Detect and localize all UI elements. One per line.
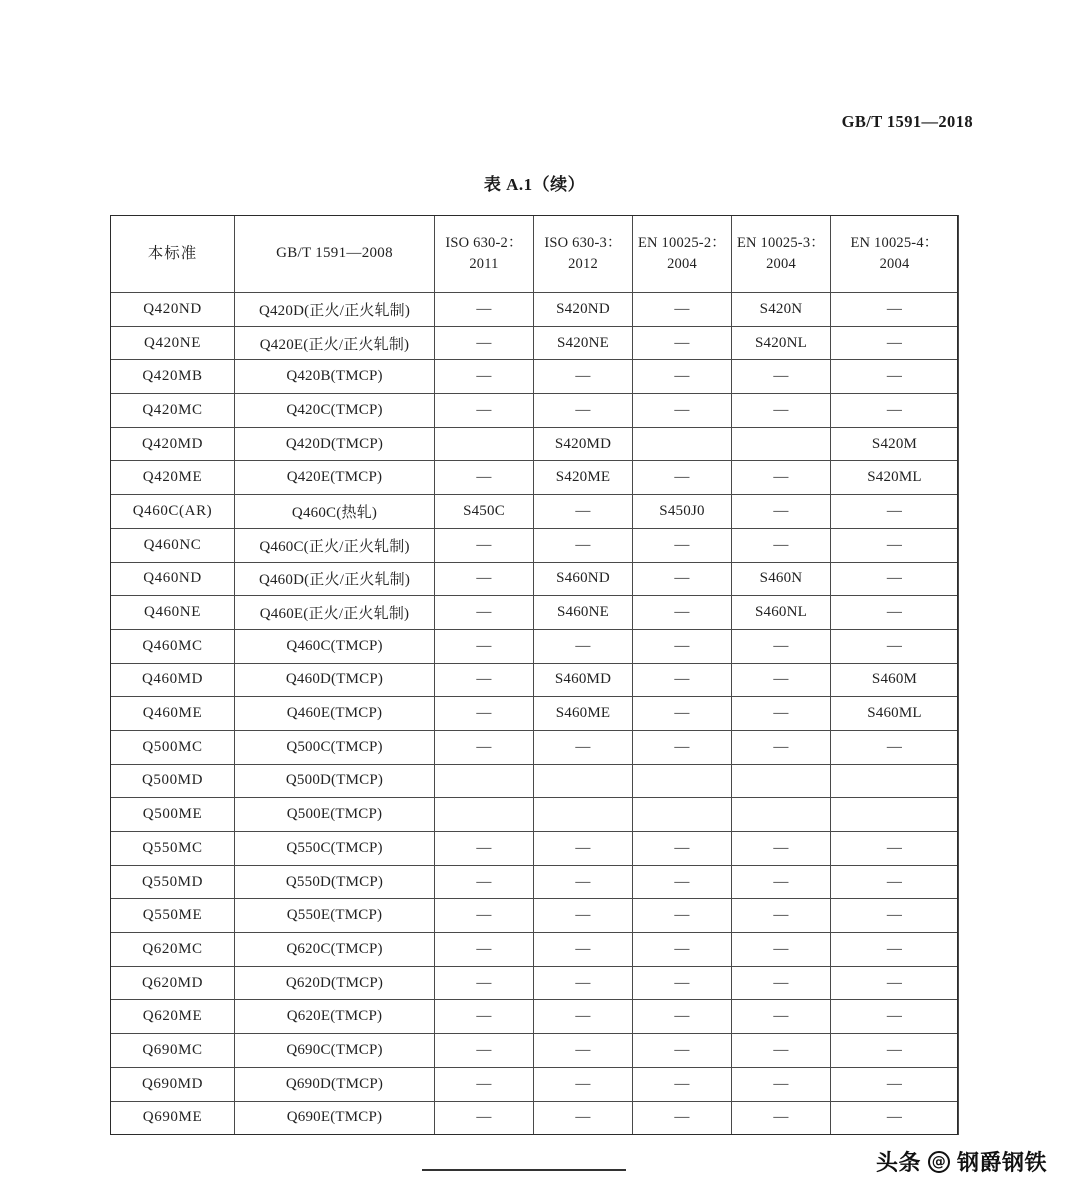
cell-equivalent-grade: — (534, 1067, 633, 1101)
cell-grade-new: Q420ME (111, 461, 235, 495)
cell-equivalent-grade: — (633, 730, 732, 764)
table-row (111, 562, 959, 596)
cell-equivalent-grade: — (831, 293, 959, 327)
cell-equivalent-grade: — (633, 1067, 732, 1101)
table-row (111, 528, 959, 562)
cell-equivalent-grade: S420M (831, 427, 959, 461)
cell-equivalent-grade: S450C (435, 495, 534, 529)
cell-grade-old: Q690E(TMCP) (235, 1101, 435, 1135)
cell-equivalent-grade (435, 798, 534, 832)
table-column-header-4 (633, 216, 732, 293)
cell-equivalent-grade: — (831, 1101, 959, 1135)
cell-grade-old: Q420C(TMCP) (235, 394, 435, 428)
cell-equivalent-grade: — (732, 899, 831, 933)
cell-equivalent-grade: S460N (732, 562, 831, 596)
cell-equivalent-grade: S460NE (534, 596, 633, 630)
cell-equivalent-grade: — (633, 394, 732, 428)
cell-grade-old: Q620D(TMCP) (235, 966, 435, 1000)
cell-equivalent-grade: S420ND (534, 293, 633, 327)
footer-divider-rule (422, 1169, 626, 1171)
table-row (111, 461, 959, 495)
cell-equivalent-grade: — (633, 865, 732, 899)
cell-grade-new: Q420MD (111, 427, 235, 461)
table-row (111, 1000, 959, 1034)
table-row (111, 596, 959, 630)
cell-grade-old: Q420E(TMCP) (235, 461, 435, 495)
cell-grade-old: Q460D(TMCP) (235, 663, 435, 697)
cell-equivalent-grade: — (435, 966, 534, 1000)
cell-equivalent-grade: — (633, 697, 732, 731)
cell-grade-new: Q420MC (111, 394, 235, 428)
cell-grade-new: Q690MD (111, 1067, 235, 1101)
cell-grade-new: Q460MC (111, 629, 235, 663)
cell-equivalent-grade: — (732, 730, 831, 764)
cell-grade-old: Q550C(TMCP) (235, 832, 435, 866)
cell-equivalent-grade: — (534, 899, 633, 933)
cell-equivalent-grade: — (633, 1034, 732, 1068)
watermark-brand: 头条 (875, 1151, 921, 1176)
cell-grade-new: Q550MD (111, 865, 235, 899)
column-header-line1: 本标准 (147, 244, 198, 262)
cell-equivalent-grade: — (831, 629, 959, 663)
column-header-line2: 2004 (766, 256, 796, 272)
table-header (111, 216, 959, 293)
cell-equivalent-grade: — (435, 865, 534, 899)
table-row (111, 495, 959, 529)
table-row (111, 663, 959, 697)
cell-equivalent-grade: — (633, 461, 732, 495)
cell-equivalent-grade: — (732, 1067, 831, 1101)
cell-equivalent-grade: — (633, 629, 732, 663)
table-row (111, 865, 959, 899)
cell-grade-old: Q460E(正火/正火轧制) (235, 596, 435, 630)
cell-grade-new: Q690MC (111, 1034, 235, 1068)
column-header-line2: 2011 (469, 256, 499, 272)
cell-grade-new: Q460C(AR) (111, 495, 235, 529)
cell-equivalent-grade: — (534, 1034, 633, 1068)
column-header-line1: EN 10025-2： (638, 234, 726, 251)
cell-equivalent-grade: — (831, 899, 959, 933)
cell-equivalent-grade: — (732, 495, 831, 529)
cell-equivalent-grade: — (435, 360, 534, 394)
cell-equivalent-grade (732, 427, 831, 461)
cell-equivalent-grade (831, 764, 959, 798)
cell-equivalent-grade: — (831, 1034, 959, 1068)
table-column-header-2 (435, 216, 534, 293)
cell-equivalent-grade: — (633, 832, 732, 866)
cell-grade-new: Q460NE (111, 596, 235, 630)
table-row (111, 966, 959, 1000)
cell-grade-new: Q620ME (111, 1000, 235, 1034)
column-header-line2: 2004 (879, 256, 910, 272)
cell-grade-new: Q460MD (111, 663, 235, 697)
cell-equivalent-grade: — (633, 528, 732, 562)
cell-equivalent-grade: — (633, 360, 732, 394)
table-column-header-3 (534, 216, 633, 293)
cell-equivalent-grade: S420MD (534, 427, 633, 461)
column-header-line1: ISO 630-2： (445, 234, 523, 251)
cell-equivalent-grade: — (633, 663, 732, 697)
cell-grade-old: Q550D(TMCP) (235, 865, 435, 899)
cell-equivalent-grade: — (732, 360, 831, 394)
cell-equivalent-grade: — (831, 495, 959, 529)
cell-equivalent-grade: — (831, 865, 959, 899)
cell-equivalent-grade: — (831, 933, 959, 967)
table-column-header-1 (235, 216, 435, 293)
cell-equivalent-grade: — (534, 1000, 633, 1034)
table-row (111, 798, 959, 832)
column-header-line2: 2004 (667, 256, 697, 272)
table-column-header-6 (831, 216, 959, 293)
cell-equivalent-grade: — (633, 1000, 732, 1034)
cell-grade-new: Q620MD (111, 966, 235, 1000)
cell-equivalent-grade: — (534, 360, 633, 394)
cell-equivalent-grade (732, 798, 831, 832)
cell-equivalent-grade: — (435, 562, 534, 596)
cell-equivalent-grade: S420ML (831, 461, 959, 495)
cell-equivalent-grade: — (732, 461, 831, 495)
cell-equivalent-grade (435, 764, 534, 798)
cell-equivalent-grade: — (435, 663, 534, 697)
running-header-standard-code: GB/T 1591—2018 (841, 112, 973, 131)
table-body (111, 293, 959, 1135)
cell-grade-new: Q420NE (111, 326, 235, 360)
cell-equivalent-grade: — (435, 629, 534, 663)
cell-equivalent-grade: — (732, 1101, 831, 1135)
cell-grade-old: Q420D(正火/正火轧制) (235, 293, 435, 327)
column-header-line1: ISO 630-3： (544, 234, 622, 251)
cell-equivalent-grade: S460NL (732, 596, 831, 630)
cell-equivalent-grade: S460MD (534, 663, 633, 697)
cell-equivalent-grade (534, 764, 633, 798)
cell-grade-old: Q460D(正火/正火轧制) (235, 562, 435, 596)
cell-equivalent-grade: — (633, 1101, 732, 1135)
table-caption: 表 A.1（续） (483, 175, 586, 194)
cell-equivalent-grade: — (435, 1067, 534, 1101)
cell-equivalent-grade: — (732, 966, 831, 1000)
table-row (111, 1034, 959, 1068)
cell-equivalent-grade: — (732, 528, 831, 562)
cell-equivalent-grade: — (633, 326, 732, 360)
cell-grade-new: Q550MC (111, 832, 235, 866)
cell-grade-old: Q420E(正火/正火轧制) (235, 326, 435, 360)
cell-grade-new: Q550ME (111, 899, 235, 933)
column-header-line1: GB/T 1591—2008 (276, 245, 393, 262)
cell-grade-old: Q550E(TMCP) (235, 899, 435, 933)
cell-grade-old: Q460E(TMCP) (235, 697, 435, 731)
cell-equivalent-grade: — (633, 899, 732, 933)
cell-equivalent-grade: — (831, 966, 959, 1000)
cell-equivalent-grade: — (831, 730, 959, 764)
table-row (111, 394, 959, 428)
cell-equivalent-grade: S420NL (732, 326, 831, 360)
cell-equivalent-grade: — (831, 562, 959, 596)
cell-equivalent-grade: — (732, 629, 831, 663)
table-row (111, 326, 959, 360)
cell-grade-new: Q460ND (111, 562, 235, 596)
table-header-row (111, 216, 959, 293)
table-column-header-0 (111, 216, 235, 293)
cell-grade-old: Q420B(TMCP) (235, 360, 435, 394)
cell-equivalent-grade: — (633, 933, 732, 967)
cell-grade-new: Q500MC (111, 730, 235, 764)
table-row (111, 293, 959, 327)
cell-equivalent-grade: — (831, 394, 959, 428)
cell-equivalent-grade: — (732, 832, 831, 866)
cell-grade-new: Q500ME (111, 798, 235, 832)
cell-grade-new: Q620MC (111, 933, 235, 967)
column-header-line2: 2012 (568, 256, 598, 272)
cell-equivalent-grade: — (831, 326, 959, 360)
cell-equivalent-grade: — (633, 596, 732, 630)
table-row (111, 360, 959, 394)
cell-equivalent-grade: — (435, 697, 534, 731)
cell-equivalent-grade: S420N (732, 293, 831, 327)
table-row (111, 764, 959, 798)
cell-equivalent-grade: — (534, 865, 633, 899)
cell-equivalent-grade: — (633, 966, 732, 1000)
cell-grade-new: Q460ME (111, 697, 235, 731)
cell-equivalent-grade: — (831, 1067, 959, 1101)
cell-equivalent-grade: — (534, 730, 633, 764)
cell-equivalent-grade: — (435, 596, 534, 630)
cell-equivalent-grade: — (732, 663, 831, 697)
watermark-account: 钢爵钢铁 (956, 1151, 1047, 1176)
cell-equivalent-grade: — (534, 528, 633, 562)
cell-equivalent-grade: — (435, 461, 534, 495)
table-row (111, 832, 959, 866)
cell-equivalent-grade: — (732, 865, 831, 899)
cell-equivalent-grade: S460ND (534, 562, 633, 596)
cell-grade-old: Q500E(TMCP) (235, 798, 435, 832)
table-row (111, 899, 959, 933)
cell-equivalent-grade: S460M (831, 663, 959, 697)
cell-equivalent-grade: S420ME (534, 461, 633, 495)
table-row (111, 427, 959, 461)
cell-equivalent-grade: — (732, 1034, 831, 1068)
cell-grade-old: Q500D(TMCP) (235, 764, 435, 798)
cell-equivalent-grade: — (435, 394, 534, 428)
cell-equivalent-grade: — (534, 629, 633, 663)
cell-equivalent-grade: — (534, 933, 633, 967)
cell-grade-old: Q690D(TMCP) (235, 1067, 435, 1101)
cell-equivalent-grade: S420NE (534, 326, 633, 360)
cell-grade-old: Q460C(TMCP) (235, 629, 435, 663)
cell-equivalent-grade: — (435, 326, 534, 360)
cell-equivalent-grade: — (732, 394, 831, 428)
cell-grade-new: Q420ND (111, 293, 235, 327)
cell-equivalent-grade: — (633, 562, 732, 596)
cell-grade-old: Q690C(TMCP) (235, 1034, 435, 1068)
cell-equivalent-grade: — (534, 495, 633, 529)
cell-equivalent-grade (534, 798, 633, 832)
cell-equivalent-grade: S450J0 (633, 495, 732, 529)
column-header-line1: EN 10025-4： (850, 234, 939, 251)
cell-grade-new: Q690ME (111, 1101, 235, 1135)
cell-equivalent-grade: S460ME (534, 697, 633, 731)
cell-equivalent-grade: — (435, 528, 534, 562)
steel-grade-comparison-table (110, 215, 959, 1135)
cell-grade-old: Q500C(TMCP) (235, 730, 435, 764)
column-header-line1: EN 10025-3： (737, 234, 825, 251)
cell-equivalent-grade: — (534, 832, 633, 866)
at-sign-icon: @ (928, 1151, 950, 1173)
cell-grade-old: Q620E(TMCP) (235, 1000, 435, 1034)
cell-grade-old: Q420D(TMCP) (235, 427, 435, 461)
table-row (111, 697, 959, 731)
cell-equivalent-grade (633, 427, 732, 461)
cell-grade-old: Q620C(TMCP) (235, 933, 435, 967)
cell-grade-new: Q460NC (111, 528, 235, 562)
cell-equivalent-grade: — (534, 394, 633, 428)
cell-equivalent-grade: — (831, 528, 959, 562)
cell-equivalent-grade: S460ML (831, 697, 959, 731)
cell-equivalent-grade (831, 798, 959, 832)
cell-equivalent-grade: — (732, 697, 831, 731)
cell-grade-new: Q500MD (111, 764, 235, 798)
cell-grade-new: Q420MB (111, 360, 235, 394)
table-row (111, 730, 959, 764)
cell-equivalent-grade: — (534, 966, 633, 1000)
cell-equivalent-grade: — (732, 1000, 831, 1034)
cell-equivalent-grade: — (831, 832, 959, 866)
watermark (876, 1146, 1047, 1177)
cell-equivalent-grade: — (633, 293, 732, 327)
table-column-header-5 (732, 216, 831, 293)
cell-equivalent-grade: — (435, 730, 534, 764)
cell-grade-old: Q460C(热轧) (235, 495, 435, 529)
cell-equivalent-grade: — (435, 1000, 534, 1034)
table-container (110, 215, 958, 1135)
table-row (111, 933, 959, 967)
table-row (111, 1101, 959, 1135)
cell-equivalent-grade (732, 764, 831, 798)
cell-equivalent-grade: — (435, 933, 534, 967)
cell-equivalent-grade: — (435, 899, 534, 933)
cell-equivalent-grade: — (831, 596, 959, 630)
cell-grade-old: Q460C(正火/正火轧制) (235, 528, 435, 562)
cell-equivalent-grade: — (831, 360, 959, 394)
cell-equivalent-grade (435, 427, 534, 461)
cell-equivalent-grade: — (435, 1101, 534, 1135)
cell-equivalent-grade (633, 798, 732, 832)
cell-equivalent-grade: — (435, 293, 534, 327)
cell-equivalent-grade: — (435, 1034, 534, 1068)
cell-equivalent-grade: — (534, 1101, 633, 1135)
cell-equivalent-grade: — (435, 832, 534, 866)
cell-equivalent-grade (633, 764, 732, 798)
cell-equivalent-grade: — (831, 1000, 959, 1034)
table-row (111, 629, 959, 663)
cell-equivalent-grade: — (732, 933, 831, 967)
table-row (111, 1067, 959, 1101)
